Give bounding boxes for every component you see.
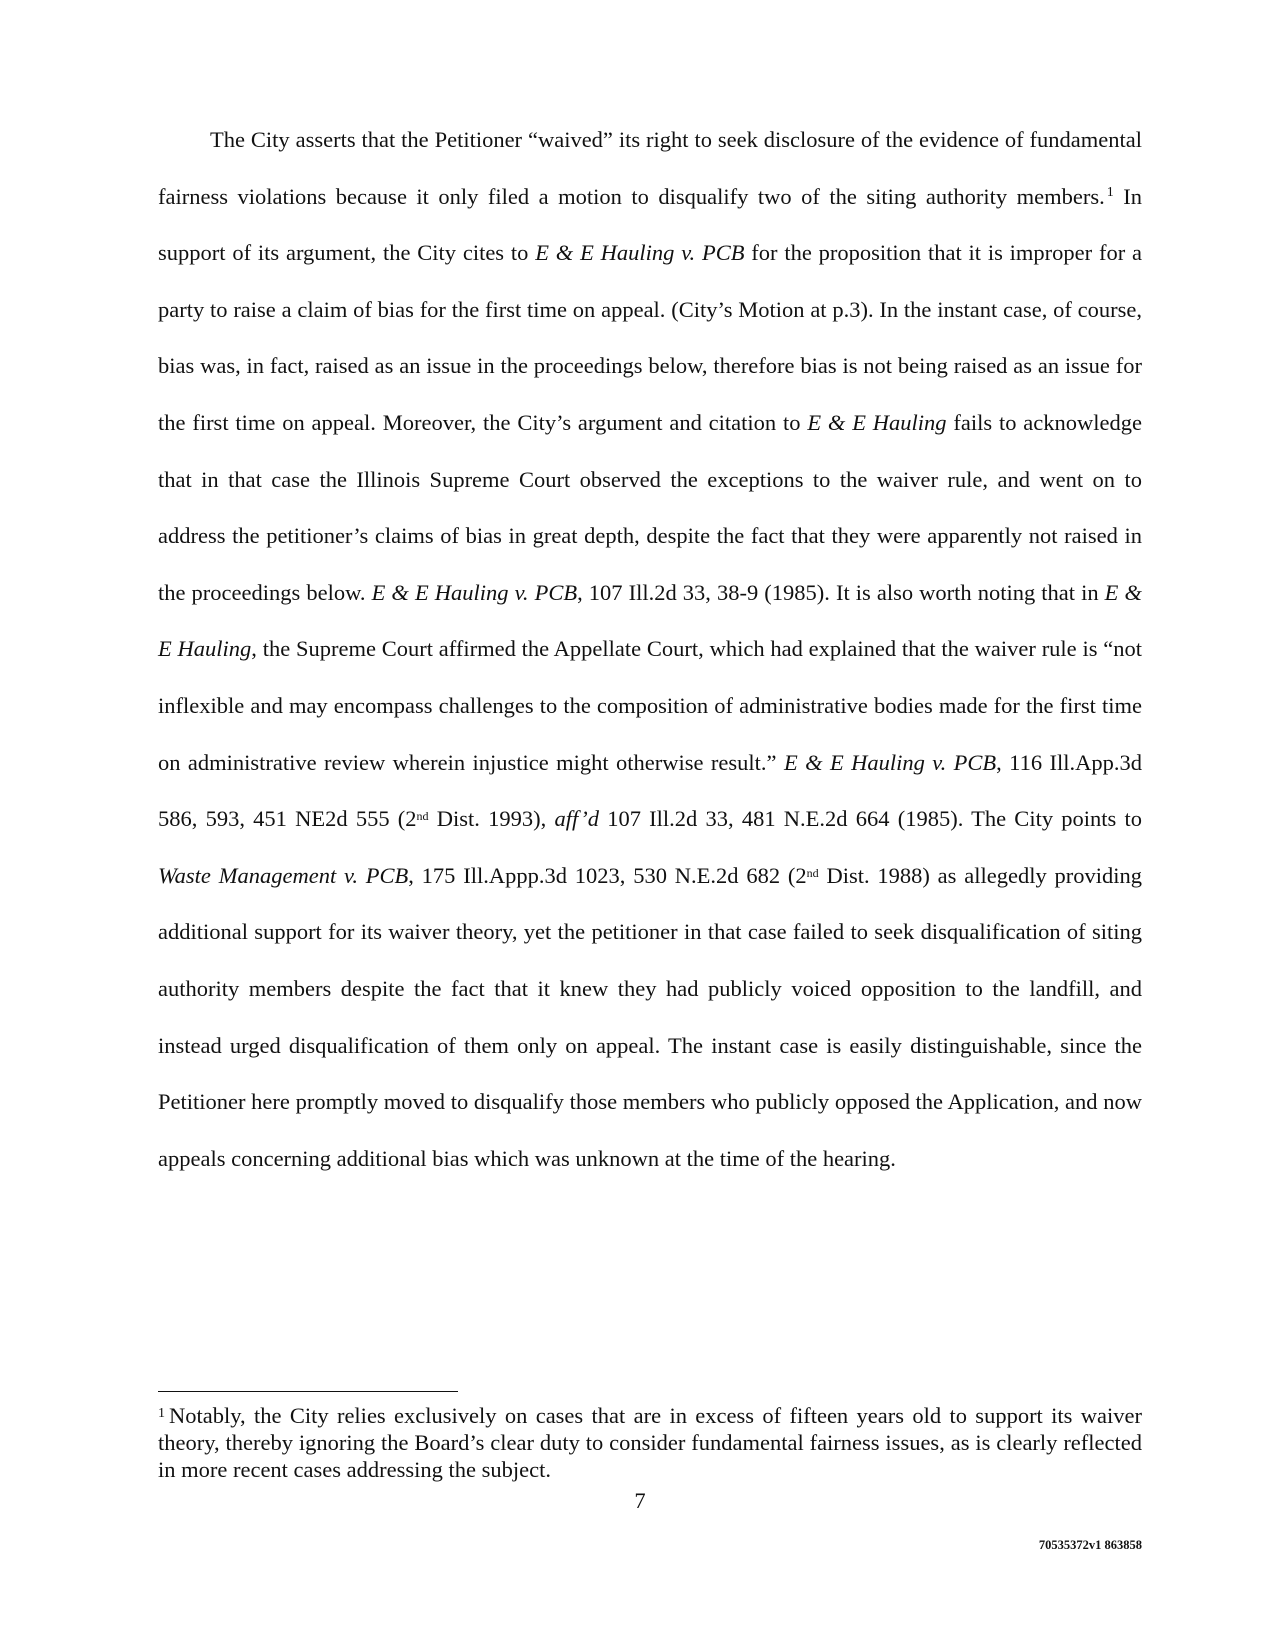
case-citation: E & E Hauling: [807, 409, 947, 435]
body-text-segment: , the Supreme Court affirmed the Appellate Court, which had explained that the waiver rule is “not inflexible and may encompass challenges to the composition of administrative bodies made for the first time on administrative review wherein injustice might otherwise result.”: [158, 636, 1142, 775]
footnote: [158, 1402, 1142, 1483]
case-citation: aff’d: [554, 806, 599, 832]
case-citation: E & E Hauling v. PCB: [783, 749, 997, 775]
body-text-segment: for the proposition that it is improper for a party to raise a claim of bias for the first time on appeal. (City’s Motion at p.3). In the instant case, of course, bias was, in fact, raised as an issue in the proceedings below, therefore bias is not being raised as an issue for the first time on appeal. Moreover, the City’s argument and citation to: [158, 240, 1142, 435]
footnote-divider: [158, 1391, 458, 1392]
footnote-number: 1: [158, 1406, 165, 1421]
body-text-segment: The City asserts that the Petitioner “waived” its right to seek disclosure of the evidence of fundamental fairness violations because it only filed a motion to disqualify two of the siting authority members.: [158, 127, 1142, 209]
case-citation: E & E Hauling v. PCB: [371, 579, 578, 605]
body-text-segment: fails to acknowledge that in that case the Illinois Supreme Court observed the exceptions to the waiver rule, and went on to address the petitioner’s claims of bias in great depth, despite the fact that they were apparently not raised in the proceedings below.: [158, 409, 1143, 605]
body-text-segment: 107 Ill.2d 33, 481 N.E.2d 664 (1985). The City points to: [599, 806, 1142, 832]
case-citation: Waste Management v. PCB: [158, 862, 409, 888]
document-id: 70535372v1 863858: [1038, 1538, 1142, 1552]
page-number: 7: [634, 1488, 646, 1513]
body-text-segment: , 107 Ill.2d 33, 38-9 (1985). It is also worth noting that in: [577, 579, 1105, 605]
footnote-text: Notably, the City relies exclusively on cases that are in excess of fifteen years old to support its waiver theory, thereby ignoring the Board’s clear duty to consider fundamental fairness issues, as is clearly reflected in more recent cases addressing the subject.: [158, 1403, 1142, 1482]
body-text-segment: , 116 Ill.App.3d 586, 593, 451 NE2d 555 (2: [158, 749, 1142, 832]
body-text-segment: In support of its argument, the City cites to: [158, 183, 1142, 266]
body-text-segment: Dist. 1988) as allegedly providing additional support for its waiver theory, yet the petitioner in that case failed to seek disqualification of siting authority members despite the fact that it knew they had publicly voiced opposition to the landfill, and instead urged disqualification of them only on appeal. The instant case is easily distinguishable, since the Petitioner here promptly moved to disqualify those members who publicly opposed the Application, and now appeals concerning additional bias which was unknown at the time of the hearing.: [158, 862, 1143, 1171]
body-text-segment: , 175 Ill.Appp.3d 1023, 530 N.E.2d 682 (2: [408, 862, 807, 888]
ordinal-suffix: nd: [806, 865, 819, 880]
body-text-segment: Dist. 1993),: [428, 806, 555, 832]
case-citation: E & E Hauling: [158, 579, 1142, 662]
footnote-reference[interactable]: 1: [1106, 184, 1114, 200]
case-citation: E & E Hauling v. PCB: [535, 240, 745, 266]
body-paragraph: [158, 112, 1142, 1187]
ordinal-suffix: nd: [416, 809, 429, 824]
